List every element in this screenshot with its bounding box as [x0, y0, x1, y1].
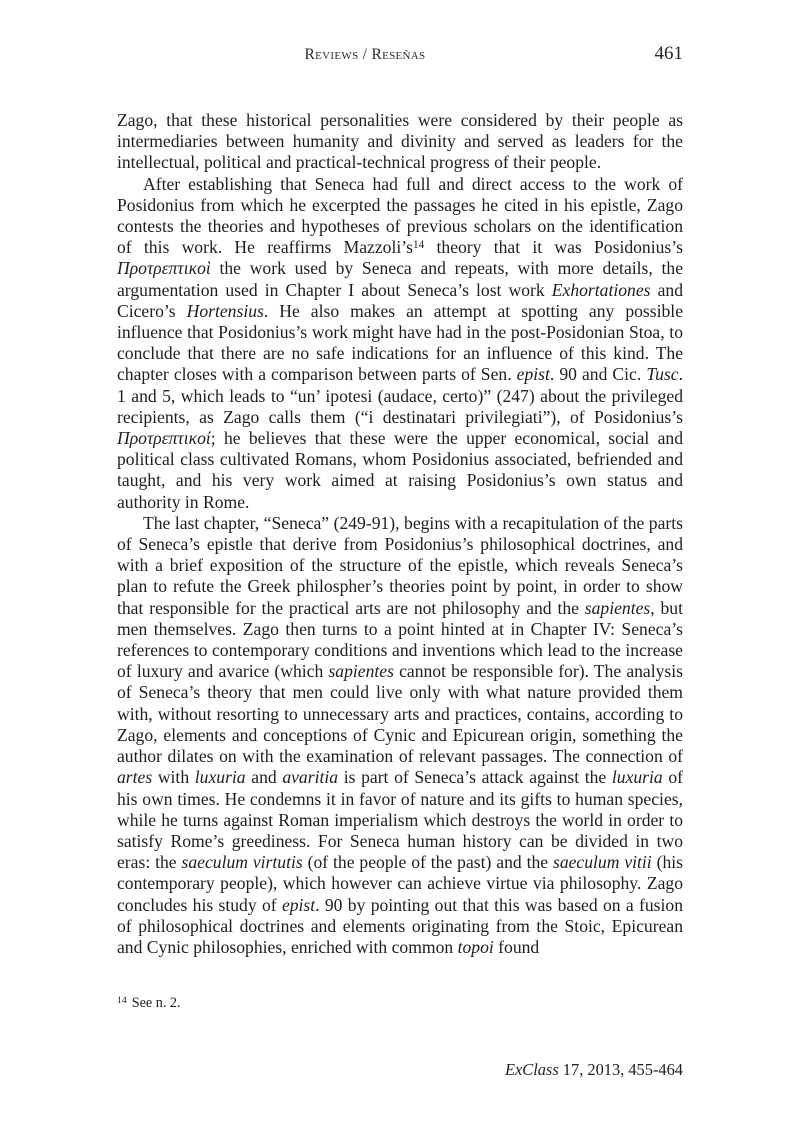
text-run: with — [152, 767, 195, 788]
body-text-block — [117, 110, 683, 958]
italic-term: artes — [117, 767, 153, 788]
text-run: is part of Seneca’s attack against the — [338, 767, 612, 788]
text-run: ; he believes that these were the upper economical, social and political class cultivated Romans, whom Posidonius associated, befriended and taught, and his very work aimed at raising Posidonius’s own status and authority in Rome. — [117, 428, 683, 512]
italic-term: topoi — [457, 936, 494, 957]
text-run: The last chapter, “Seneca” (249-91), begins with a recapitulation of the parts of Seneca’s epistle that derive from Posidonius’s philosophical doctrines, and with a brief exposition of the structure of the epistle, which reveals Seneca’s plan to refute the Greek philospher’s theories point by point, in order to show that responsible for the practical arts are not philosophy and the — [117, 512, 683, 618]
running-head-title: Reviews / Reseñas — [304, 46, 426, 63]
text-run: (of the people of the past) and the — [302, 852, 553, 873]
text-run: , but men themselves. Zago then turns to a point hinted at in Chapter IV: Seneca’s references to contemporary conditions and inventions which lead to the increase of luxury and avarice (which — [117, 597, 683, 682]
italic-term: epist — [281, 894, 316, 915]
italic-term: epist — [516, 364, 550, 385]
journal-reference-footer — [117, 1060, 683, 1080]
italic-term: luxuria — [194, 767, 246, 788]
footnote-text: See n. 2. — [131, 995, 181, 1011]
footnote-reference-marker: 14 — [413, 239, 425, 252]
text-run: . 1 and 5, which leads to “un’ ipotesi (audace, certo)” (247) about the privileged recipients, as Zago calls them (“i destinatari privilegiati”), of Posidonius’s — [117, 364, 684, 427]
page-number: 461 — [654, 43, 683, 64]
italic-term: Tusc — [646, 364, 679, 385]
italic-term: sapientes — [328, 661, 394, 682]
text-run: and — [245, 767, 283, 788]
paragraph-posidonius-protreptikoi — [117, 174, 683, 513]
text-run: . 90 and Cic. — [549, 364, 647, 385]
greek-title: Προτρεπτικοί — [117, 428, 211, 449]
paragraph-last-chapter-seneca — [117, 513, 683, 958]
footnote-area — [117, 995, 683, 1012]
text-run: . He also makes an attempt at spotting any possible influence that Posidonius’s work might have had in the post-Posidonian Stoa, to conclude that there are no safe indications for an influence of this kind. The chapter closes with a comparison between parts of Sen. — [117, 300, 683, 385]
italic-term: Hortensius — [186, 300, 264, 321]
paragraph-zago-intermediaries — [117, 110, 683, 174]
italic-term: Exhortationes — [551, 279, 651, 300]
footnote — [117, 995, 683, 1012]
text-run: the work used by Seneca and repeats, with more details, the argumentation used in Chapter I about Seneca’s lost work — [117, 258, 683, 300]
text-run: of his own times. He condemns it in favor of nature and its gifts to human species, while he turns against Roman imperialism which destroys the world in order to satisfy Rome’s greediness. For Seneca human history can be divided in two eras: the — [117, 767, 684, 873]
italic-term: avaritia — [282, 767, 339, 788]
text-run: cannot be responsible for). The analysis of Seneca’s theory that men could live only with what nature provided them with, without resorting to unnecessary arts and practices, contains, according to Zago, elements and conceptions of Cynic and Epicurean origin, something the author dilates on with the examination of relevant passages. The connection of — [117, 661, 684, 767]
journal-title: ExClass — [504, 1060, 559, 1079]
journal-issue-pages: 17, 2013, 455-464 — [558, 1060, 683, 1079]
text-run: Zago, that these historical personalities were considered by their people as intermediaries between humanity and divinity and served as leaders for the intellectual, political and practical-technical progress of their people. — [117, 110, 683, 173]
italic-term: sapientes — [584, 597, 651, 618]
text-run: theory that it was Posidonius’s — [424, 237, 683, 258]
italic-term: luxuria — [611, 767, 663, 788]
footnote-number: 14 — [117, 994, 127, 1006]
text-run: (his contemporary people), which however can achieve virtue via philosophy. Zago concludes his study of — [117, 852, 683, 915]
text-run: After establishing that Seneca had full and direct access to the work of Posidonius from which he excerpted the passages he cited in his epistle, Zago contests the theories and hypotheses of previous scholars on the identification of this work. He reaffirms Mazzoli’s — [117, 173, 683, 258]
greek-title: Προτρεπτικοὶ — [117, 258, 211, 279]
text-run: and Cicero’s — [117, 279, 683, 321]
italic-term: saeculum vitii — [552, 852, 652, 873]
running-head — [117, 43, 683, 66]
text-run: found — [493, 936, 540, 957]
italic-term: saeculum virtutis — [181, 852, 303, 873]
text-run: . 90 by pointing out that this was based on a fusion of philosophical doctrines and elements originating from the Stoic, Epicurean and Cynic philosophies, enriched with common — [117, 894, 683, 957]
